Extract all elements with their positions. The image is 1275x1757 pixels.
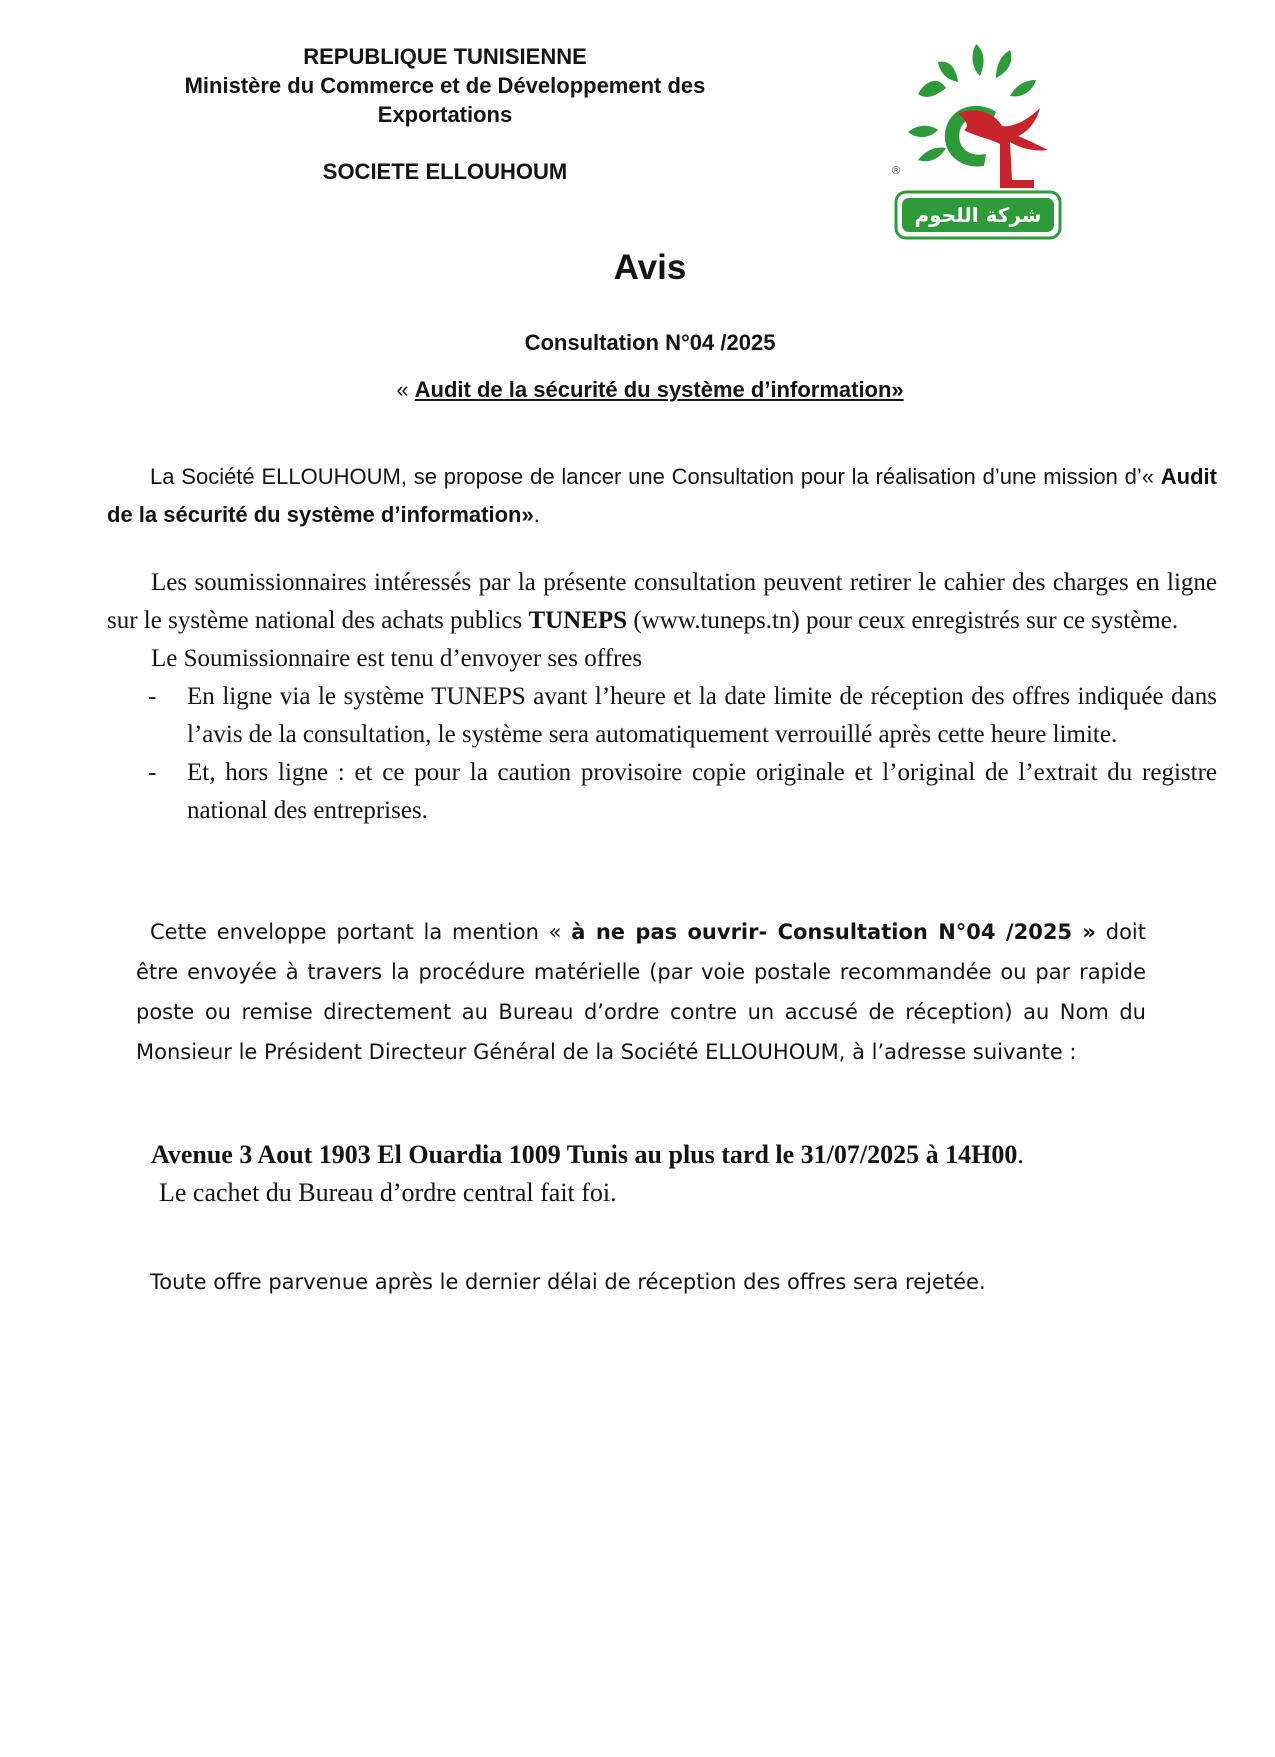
subject-text: Audit de la sécurité du système d’information» xyxy=(414,377,904,402)
registered-mark: ® xyxy=(892,165,901,177)
company-logo xyxy=(878,36,1078,244)
bullet-text: Et, hors ligne : et ce pour la caution provisoire copie originale et l’original de l’extrait du registre national des entreprises. xyxy=(187,759,1217,824)
notice-title: Avis xyxy=(613,248,687,287)
consultation-subject xyxy=(0,377,1275,403)
bullet-dash: - xyxy=(148,759,157,786)
envelope-text-1: Cette enveloppe portant la mention « xyxy=(150,920,572,944)
consultation-number: Consultation N°04 /2025 xyxy=(524,330,776,355)
cachet-line: Le cachet du Bureau d’ordre central fait foi. xyxy=(159,1178,617,1207)
letterhead xyxy=(120,42,770,186)
ministry-line-2: Exportations xyxy=(377,102,513,127)
envelope-text-2: doit être envoyée à travers la procédure matérielle (par voie postale recommandée ou par rapide poste ou remise directement au Bureau d’ordre contre un accusé de réception) au Nom du Monsieur le Président Directeur Général de la Société ELLOUHOUM, à l’adresse suivante : xyxy=(136,920,1146,1064)
envelope-bold-mention: à ne pas ouvrir- Consultation N°04 /2025 » xyxy=(571,920,1096,944)
bullet-item xyxy=(107,754,1217,830)
bullet-text: En ligne via le système TUNEPS avant l’heure et la date limite de réception des offres indiquée dans l’avis de la consultation, le système sera automatiquement verrouillé après cette heure limite. xyxy=(187,683,1217,748)
intro-text: La Société ELLOUHOUM, se propose de lancer une Consultation pour la réalisation d’une mission d’« xyxy=(150,464,1161,489)
bullet-item xyxy=(107,678,1217,754)
intro-paragraph xyxy=(107,458,1217,534)
address-block xyxy=(151,1136,1251,1212)
republic-title: REPUBLIQUE TUNISIENNE xyxy=(303,44,587,69)
address-deadline: Avenue 3 Aout 1903 El Ouardia 1009 Tunis au plus tard le 31/07/2025 à 14H00 xyxy=(151,1140,1018,1169)
intro-bold-subject: Audit de la sécurité du système d’information» xyxy=(107,464,1217,527)
intro-period: . xyxy=(533,502,540,527)
tuneps-text-1: Les soumissionnaires intéressés par la présente consultation peuvent retirer le cahier des charges en ligne sur le système national des achats publics xyxy=(107,569,1217,634)
subject-open-quote: « xyxy=(396,377,415,402)
bullet-dash: - xyxy=(148,683,157,710)
address-line xyxy=(151,1136,1251,1174)
logo-arabic-name: شركة اللحوم xyxy=(914,203,1042,227)
final-note: Toute offre parvenue après le dernier délai de réception des offres sera rejetée. xyxy=(150,1270,986,1294)
company-name: SOCIETE ELLOUHOUM xyxy=(322,159,568,184)
ministry-line-1: Ministère du Commerce et de Développement des xyxy=(184,73,706,98)
tuneps-text-2: (www.tuneps.tn) pour ceux enregistrés sur ce système. xyxy=(627,607,1179,634)
tuneps-bold: TUNEPS xyxy=(528,607,628,634)
send-offers-intro: Le Soumissionnaire est tenu d’envoyer ses offres xyxy=(151,645,643,672)
submission-instructions xyxy=(107,564,1217,830)
address-period: . xyxy=(1017,1140,1024,1169)
tuneps-paragraph xyxy=(107,564,1217,640)
envelope-paragraph xyxy=(136,912,1146,1072)
